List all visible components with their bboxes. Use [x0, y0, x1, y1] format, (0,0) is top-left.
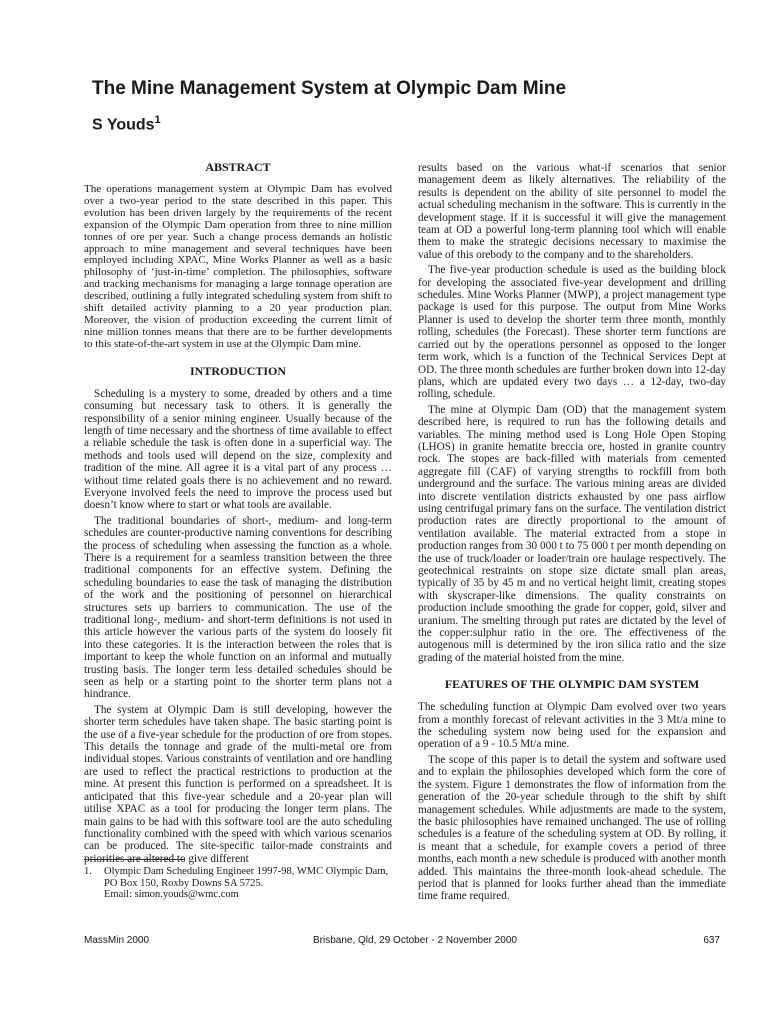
author-name: S Youds	[92, 116, 155, 134]
paper-title: The Mine Management System at Olympic Dam Mine	[92, 78, 567, 99]
page-number: 637	[703, 935, 720, 946]
footer-location-date: Brisbane, Qld, 29 October - 2 November 2000	[313, 935, 517, 946]
abstract-heading: ABSTRACT	[205, 160, 271, 174]
abstract-text: The operations management system at Olympic Dam has evolved over a two-year period to the state described in this paper. This evolution has been driven largely by the requirements of the recent expansion of the Olympic Dam operation from three to nine million tonnes of ore per year. Such a change process demands an holistic approach to mine management and several techniques have been employed including XPAC, Mine Works Planner as well as a basic philosophy of ‘just-in-time’ completion. The philosophies, software and tracking mechanisms for managing a large tonnage operation are described, outlining a fully integrated scheduling system from shift to shift detailed activity planning to a 20 year production plan. Moreover, the vision of production exceeding the current limit of nine million tonnes means that there are to be further developments to this state-of-the-art system in use at the Olympic Dam mine.	[84, 183, 392, 350]
paragraph: The traditional boundaries of short-, medium- and long-term schedules are counter-productive naming conventions for describing the process of scheduling when assessing the function as a whole. There is a requirement for a seamless transition between the three traditional components for an effective system. Defining the scheduling boundaries to ease the task of managing the distribution of the work and the positioning of personnel on hierarchical structures sets up barriers to communication. The use of the traditional long-, medium- and short-term definitions is not used in this article however the various parts of the system do loosely fit into these categories. It is the interaction between the roles that is important to keep the whole function on an informal and mutually trusting basis. The longer term less detailed schedules should be seen as help or a starting point to the shorter term plans not a hindrance.	[84, 514, 392, 701]
footnote-text	[104, 866, 394, 901]
footer-conference: MassMin 2000	[84, 935, 150, 946]
footnote	[84, 866, 394, 901]
author-footnote-marker: 1	[154, 114, 161, 126]
introduction-heading: INTRODUCTION	[189, 363, 286, 378]
left-column	[84, 160, 392, 900]
footnote-number: 1.	[84, 866, 92, 877]
paragraph: The system at Olympic Dam is still developing, however the shorter term schedules have taken shape. The basic starting point is the use of a five-year schedule for the production of ore from stopes. This details the tonnage and grade of the multi-metal ore from individual stopes. Various constraints of ventilation and ore handling are used to reflect the practical restrictions to production at the mine. At present this function is performed on a spreadsheet. It is anticipated that this five-year schedule and a 20-year plan will utilise XPAC as a tool for producing the longer term plans. The main gains to be had with this software tool are the auto scheduling functionality combined with the speed with which various scenarios can be produced. The site-specific tailor-made constraints and priorities are altered to give different	[84, 703, 392, 865]
features-heading: FEATURES OF THE OLYMPIC DAM SYSTEM	[444, 677, 700, 692]
paragraph: The five-year production schedule is used as the building block for developing the associated five-year development and drilling schedules. Mine Works Planner (MWP), a project management type package is used for this purpose. The output from Mine Works Planner is used to develop the shorter term three month, monthly rolling, schedules (the Forecast). These shorter term functions are carried out by the operations personnel as opposed to the longer term work, which is a function of the Technical Services Dept at OD. The three month schedules are further broken down into 12-day plans, which are updated every two days … a 12-day, two-day rolling, schedule.	[418, 264, 726, 401]
paragraph: The scope of this paper is to detail the system and software used and to explain the philosophies developed which form the core of the system. Figure 1 demonstrates the flow of information from the generation of the 20-year schedule through to the shift by shift management schedules. While adjustments are made to the system, the basic philosophies have remained unchanged. The use of rolling schedules is a feature of the scheduling system at OD. By rolling, it is meant that a schedule, for example covers a period of three months, each month a new schedule is produced with another month added. This maintains the three-month look-ahead schedule. The period that is planned for looks further ahead than the immediate time frame required.	[418, 753, 726, 902]
paragraph: The scheduling function at Olympic Dam evolved over two years from a monthly forecast of relevant activities in the 3 Mt/a mine to the scheduling system now being used for the expansion and operation of a 9 - 10.5 Mt/a mine.	[418, 701, 726, 751]
paragraph: Scheduling is a mystery to some, dreaded by others and a time consuming but necessary task to others. It is generally the responsibility of a senior mining engineer. Usually because of the length of time necessary and the shortness of time available to effect a reliable schedule the task is often done in a superficial way. The methods and tools used will depend on the size, complexity and tradition of the mine. All agree it is a vital part of any process … without time related goals there is no achievement and no reward. Everyone involved feels the need to improve the process used but doesn’t know where to start or what tools are available.	[84, 387, 392, 512]
author-line	[92, 110, 161, 135]
footnote-line: Email: simon.youds@wmc.com	[104, 889, 239, 900]
paragraph: The mine at Olympic Dam (OD) that the management system described here, is required to run has the following details and variables. The mining method used is Long Hole Open Stoping (LHOS) in granite hematite breccia ore, hosted in granite country rock. The stopes are back-filled with materials from cemented aggregate fill (CAF) of varying strengths to rockfill from both underground and the surface. The various mining areas are divided into discrete ventilation districts exhausted by one pass airflow using centrifugal primary fans on the surface. The ventilation district production rates are directly proportional to the amount of ventilation available. The material extracted from a stope in production ranges from 30 000 t to 75 000 t per month depending on the use of truck/loader or loader/train ore haulage respectively. The geotechnical restraints on stope size dictate small plan areas, typically of 35 by 45 m and no vertical height limit, creating stopes with skyscraper-like dimensions. The quality constraints on production include smoothing the grade for copper, gold, silver and uranium. The smelting through put rates are dictated by the level of the copper:sulphur ratio in the ore. The effectiveness of the autogenous mill is determined by the iron silica ratio and the size grading of the material hoisted from the mine.	[418, 403, 726, 664]
right-column	[418, 162, 726, 902]
footnote-line: PO Box 150, Roxby Downs SA 5725.	[104, 877, 264, 889]
footnote-rule	[84, 859, 184, 860]
paragraph: results based on the various what-if scenarios that senior management deem as likely alternatives. The reliability of the results is dependent on the ability of site personnel to model the actual scheduling mechanism in the software. This is currently in the development stage. If it is successful it will give the management team at OD a powerful long-term planning tool which will enable them to make the strategic decisions necessary to maximise the value of this orebody to the company and to the shareholders.	[418, 162, 726, 261]
footnote-line: Olympic Dam Scheduling Engineer 1997-98, WMC Olympic Dam,	[104, 866, 389, 877]
